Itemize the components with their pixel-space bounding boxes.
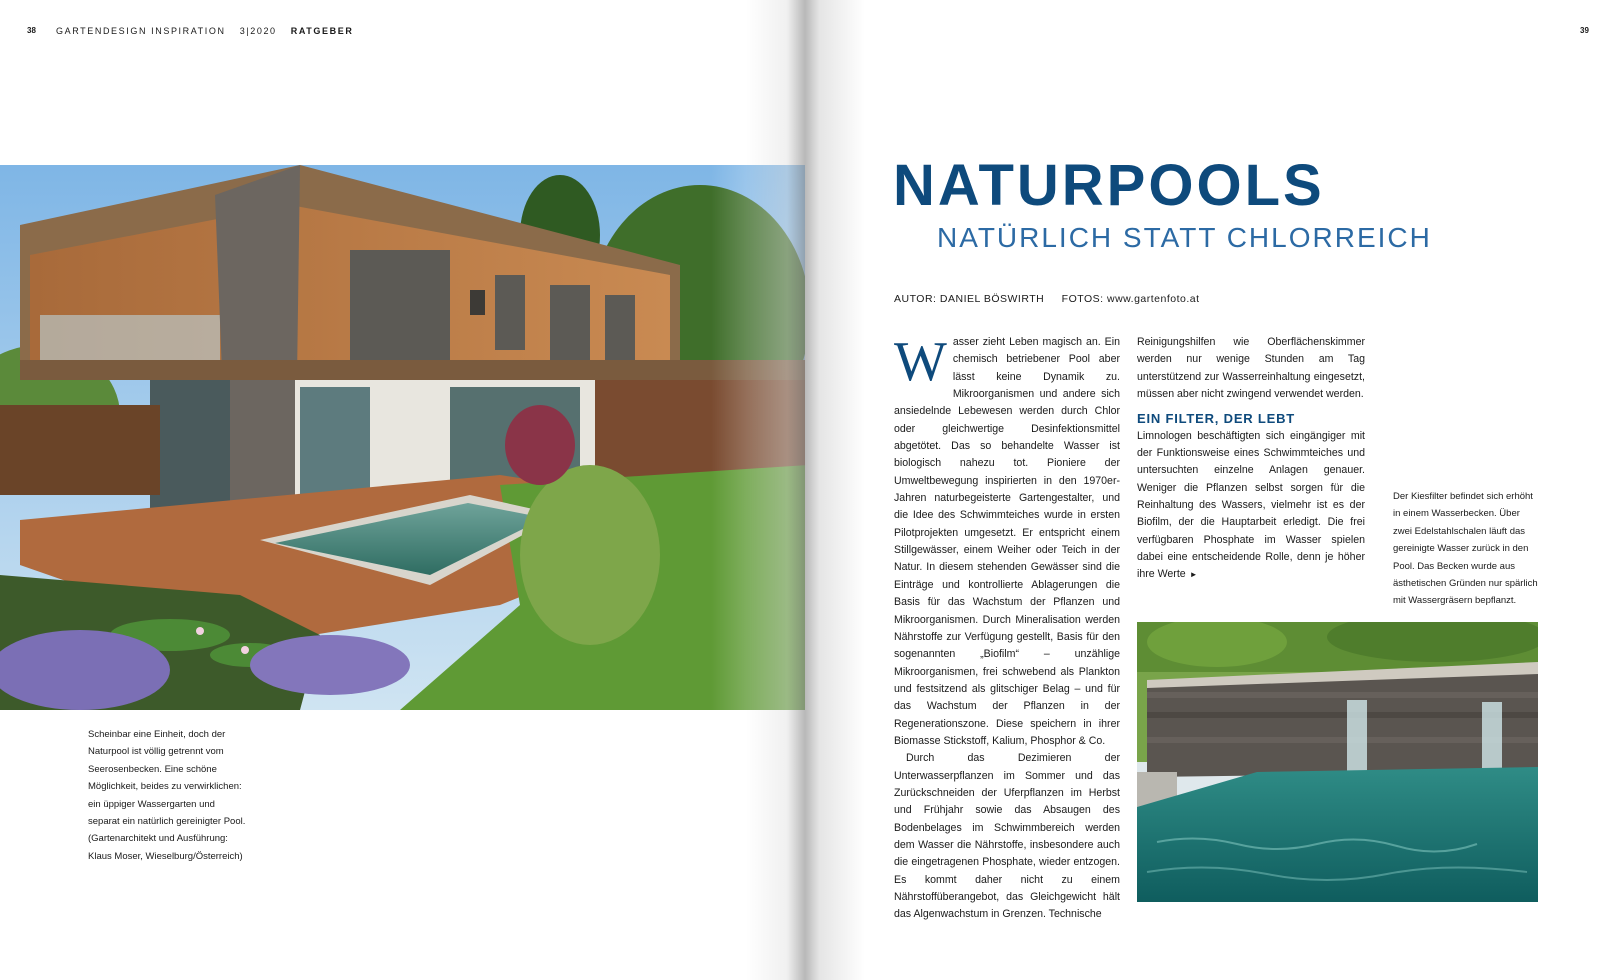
body-paragraph: Reinigungshilfen wie Oberflächenskimmer werden nur wenige Stunden am Tag unterstützend zur Wasserreinhaltung eingesetzt, müssen aber nicht zwingend verwendet werden. (1137, 336, 1365, 401)
article-column-2 (1137, 334, 1365, 584)
drop-cap: W (894, 331, 947, 393)
page-number-right: 39 (1580, 26, 1589, 35)
photo-caption-left (88, 726, 258, 865)
caption-line: Scheinbar eine Einheit, doch der (88, 729, 226, 740)
section-heading: EIN FILTER, DER LEBT (1137, 411, 1296, 427)
article-credits (894, 293, 1214, 305)
caption-line: ein üppiger Wassergarten und (88, 798, 215, 810)
caption-line: Seerosenbecken. Eine schöne (88, 763, 217, 775)
caption-line: Pool. Das Becken wurde aus (1393, 560, 1515, 572)
body-text: Limnologen beschäftigten sich eingängiger mit der Funktionsweise eines Schwimmteiches und untersuchten einzelne Anlagen genauer. Weniger die Pflanzen selbst sorgen für die Reinhaltung des Wassers, vielmehr ist es der Biofilm, der die Hauptarbeit erledigt. Die frei verfügbaren Phosphate im Wasser spielen dabei eine entscheidende Rolle, denn je höher ihre Werte (1137, 429, 1365, 581)
caption-line: gereinigte Wasser zurück in den (1393, 543, 1529, 555)
section-name: RATGEBER (290, 26, 354, 36)
caption-line: (Gartenarchitekt und Ausführung: (88, 833, 228, 845)
caption-line: Möglichkeit, beides zu verwirklichen: (88, 781, 242, 793)
caption-line: Klaus Moser, Wieselburg/Österreich) (88, 850, 243, 862)
article-subtitle: NATÜRLICH STATT CHLORREICH (937, 222, 1432, 253)
house-pool-photo (0, 165, 808, 710)
body-paragraph: asser zieht Leben magisch an. Ein chemisch betriebener Pool aber lässt keine Dynamik zu. Mikroorganismen und andere sich ansiedelnde Lebewesen werden durch Chlor oder gleichwertige Desinfektionsmittel abgetötet. Das so behandelte Wasser ist biologisch nahezu tot. Pioniere der Umweltbewegung inspirierten in den 1970er-Jahren naturbegeisterte Gartengestalter, und die Idee des Schwimmteiches wurde in ersten Pilotprojekten umgesetzt. Er entspricht einem Stillgewässer, einem Weiher oder Teich in der Natur. In diesem stehenden Gewässer sind die Einträge und kontrollierte Ablagerungen die Basis für das Wachstum der Pflanzen und Mikroorganismen. Durch Mineralisation werden Nährstoffe zur Verfügung gestellt, Basis für den sogenannten „Biofilm“ – unzählige Mikroorganismen, frei schwebend als Plankton und festsitzend als glitschiger Belag – und für das Wachstum der Pflanzen in der Regenerationszone. Diese speichern in ihrer Biomasse Stickstoff, Kalium, Phosphor & Co. (894, 336, 1120, 747)
caption-line: ästhetischen Gründen nur spärlich (1393, 578, 1538, 590)
issue-number: 3|2020 (239, 26, 277, 36)
article-title: NATURPOOLS (893, 153, 1325, 218)
caption-line: Naturpool ist völlig getrennt vom (88, 746, 224, 758)
magazine-name: GARTENDESIGN INSPIRATION (56, 26, 226, 36)
body-paragraph: Durch das Dezimieren der Unterwasserpflanzen im Sommer und das Zurückschneiden der Uferpflanzen im Herbst und Frühjahr sowie das Absaugen des Bodenbelages im Schwimmbereich werden dem Wasser die Nährstoffe, insbesondere auch die eingetragenen Phosphate, wieder entzogen. Es kommt daher nicht zu einem Nährstoffüberangebot, das Gleichgewicht hält das Algenwachstum in Grenzen. Technische (894, 752, 1120, 921)
photo-credit: FOTOS: www.gartenfoto.at (1061, 293, 1200, 305)
caption-line: zwei Edelstahlschalen läuft das (1393, 525, 1526, 537)
article-column-1 (894, 331, 1120, 924)
running-header (56, 26, 363, 36)
page-number-left: 38 (27, 26, 36, 35)
continue-arrow-icon: ► (1189, 570, 1198, 580)
left-page (0, 0, 805, 980)
caption-line: Der Kiesfilter befindet sich erhöht (1393, 491, 1533, 502)
gravel-filter-pool-photo (1137, 622, 1538, 902)
photo-caption-right (1393, 488, 1548, 610)
body-paragraph (1137, 428, 1365, 584)
author-credit: AUTOR: DANIEL BÖSWIRTH (894, 293, 1045, 305)
caption-line: mit Wassergräsern bepflanzt. (1393, 595, 1517, 607)
caption-line: separat ein natürlich gereinigter Pool. (88, 816, 246, 828)
caption-line: in einem Wasserbecken. Über (1393, 508, 1520, 520)
